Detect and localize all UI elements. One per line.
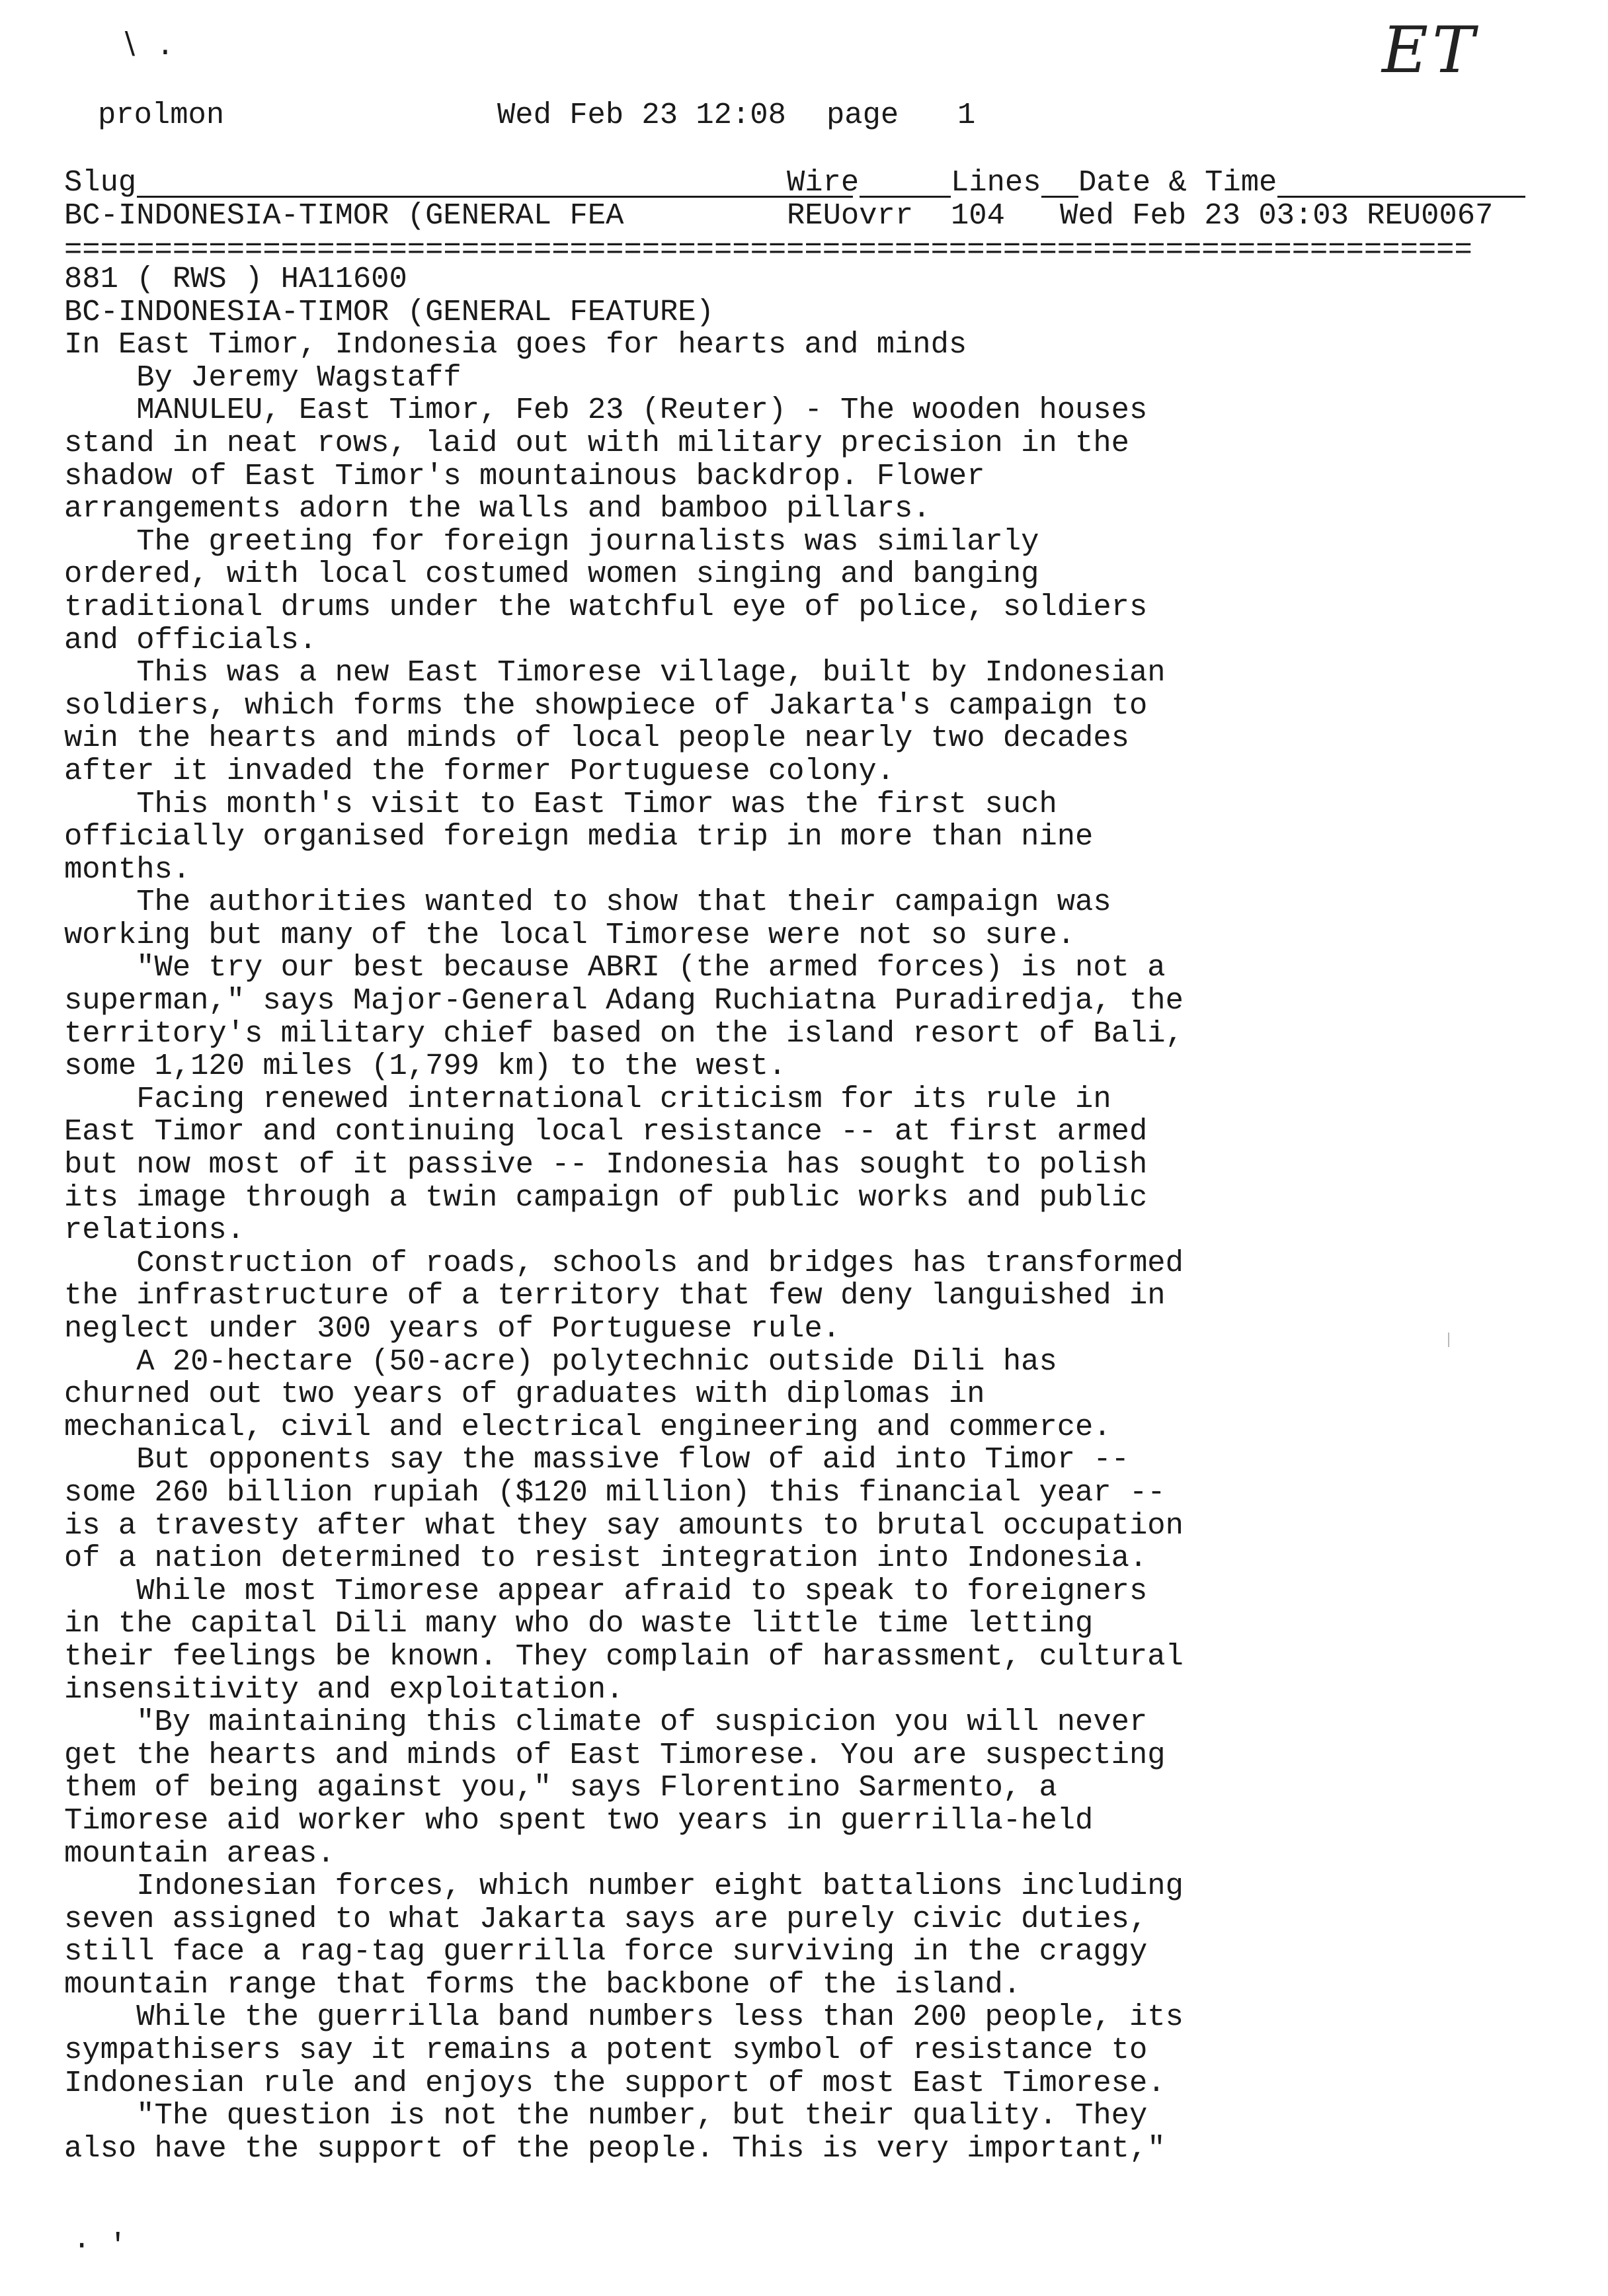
slug-column-header: Slug — [64, 165, 137, 200]
story-line: ordered, with local costumed women singing and banging — [64, 557, 1039, 592]
story-line: The greeting for foreign journalists was similarly — [64, 524, 1039, 559]
wire-underline — [860, 196, 951, 198]
story-line: BC-INDONESIA-TIMOR (GENERAL FEATURE) — [64, 294, 714, 329]
scan-mark-top: ∖ . — [119, 29, 175, 63]
story-line: of a nation determined to resist integration into Indonesia. — [64, 1541, 1148, 1576]
story-line: months. — [64, 852, 191, 887]
story-line: "We try our best because ABRI (the armed forces) is not a — [64, 950, 1166, 985]
story-line: mechanical, civil and electrical engineering and commerce. — [64, 1409, 1111, 1444]
story-line: churned out two years of graduates with diplomas in — [64, 1377, 985, 1412]
story-line: some 1,120 miles (1,799 km) to the west. — [64, 1049, 787, 1084]
story-line: the infrastructure of a territory that few deny languished in — [64, 1278, 1166, 1313]
story-line: after it invaded the former Portuguese colony. — [64, 753, 895, 788]
story-line: relations. — [64, 1213, 245, 1248]
story-line: In East Timor, Indonesia goes for hearts and minds — [64, 327, 967, 362]
story-line: also have the support of the people. This is very important," — [64, 2131, 1166, 2166]
slug-header-row — [64, 165, 1525, 198]
story-line: neglect under 300 years of Portuguese rule. — [64, 1311, 841, 1346]
handwritten-annotation: ET — [1382, 13, 1479, 87]
page-number: 1 — [957, 98, 976, 132]
story-line: "By maintaining this climate of suspicion you will never — [64, 1705, 1148, 1740]
wire-column-header: Wire — [787, 165, 860, 200]
datetime-underline — [1277, 196, 1525, 198]
story-line: A 20-hectare (50-acre) polytechnic outside Dili has — [64, 1344, 1057, 1379]
story-line: sympathisers say it remains a potent symbol of resistance to — [64, 2033, 1148, 2068]
story-line: arrangements adorn the walls and bamboo pillars. — [64, 491, 931, 526]
wire-value: REUovrr — [787, 198, 914, 233]
story-line: territory's military chief based on the island resort of Bali, — [64, 1016, 1184, 1051]
story-line: win the hearts and minds of local people nearly two decades — [64, 721, 1129, 756]
slug-underline — [137, 196, 853, 198]
story-line: shadow of East Timor's mountainous backdrop. Flower — [64, 458, 985, 493]
datetime-value: Wed Feb 23 03:03 REU0067 — [1060, 198, 1494, 233]
story-line: still face a rag-tag guerrilla force surviving in the craggy — [64, 1934, 1148, 1969]
slug-value: BC-INDONESIA-TIMOR (GENERAL FEA — [64, 198, 624, 233]
lines-column-header: Lines — [951, 165, 1041, 200]
story-line: While the guerrilla band numbers less than 200 people, its — [64, 2000, 1184, 2035]
story-line: mountain areas. — [64, 1836, 335, 1871]
story-line: seven assigned to what Jakarta says are purely civic duties, — [64, 1901, 1148, 1936]
story-line: but now most of it passive -- Indonesia has sought to polish — [64, 1147, 1148, 1182]
double-rule: ============================================================================== — [64, 233, 1472, 267]
story-line: This month's visit to East Timor was the first such — [64, 786, 1057, 821]
lines-underline — [1041, 196, 1078, 198]
story-line: working but many of the local Timorese were not so sure. — [64, 917, 1076, 952]
story-line: Construction of roads, schools and bridges has transformed — [64, 1245, 1184, 1280]
slug-value-row — [64, 198, 1525, 231]
story-line: East Timor and continuing local resistance -- at first armed — [64, 1114, 1148, 1149]
story-line: Indonesian forces, which number eight battalions including — [64, 1869, 1184, 1904]
datetime-column-header: Date & Time — [1078, 165, 1277, 200]
story-line: By Jeremy Wagstaff — [64, 360, 462, 395]
page-label: page — [826, 98, 899, 132]
story-line: officially organised foreign media trip in more than nine — [64, 819, 1094, 854]
story-line: Indonesian rule and enjoys the support of most East Timorese. — [64, 2065, 1166, 2100]
story-line: soldiers, which forms the showpiece of Jakarta's campaign to — [64, 688, 1148, 723]
story-line: superman," says Major-General Adang Ruchiatna Puradiredja, the — [64, 983, 1184, 1018]
story-line: This was a new East Timorese village, built by Indonesian — [64, 655, 1166, 690]
story-line: mountain range that forms the backbone of the island. — [64, 1967, 1022, 2002]
story-body — [64, 263, 1552, 2165]
story-line: insensitivity and exploitation. — [64, 1672, 624, 1707]
lines-value: 104 — [951, 198, 1005, 233]
story-line: its image through a twin campaign of public works and public — [64, 1180, 1148, 1215]
story-line: and officials. — [64, 622, 317, 657]
story-line: in the capital Dili many who do waste little time letting — [64, 1606, 1094, 1641]
story-line: 881 ( RWS ) HA11600 — [64, 262, 407, 296]
print-date: Wed Feb 23 12:08 — [497, 98, 786, 132]
slug-table — [64, 165, 1525, 231]
story-line: But opponents say the massive flow of aid into Timor -- — [64, 1442, 1129, 1477]
story-line: get the hearts and minds of East Timorese. You are suspecting — [64, 1737, 1166, 1772]
story-line: "The question is not the number, but their quality. They — [64, 2098, 1148, 2133]
story-line: Facing renewed international criticism for its rule in — [64, 1081, 1111, 1116]
story-line: is a travesty after what they say amounts to brutal occupation — [64, 1508, 1184, 1543]
scan-mark-bottom: · ' — [73, 2229, 127, 2263]
story-line: While most Timorese appear afraid to speak to foreigners — [64, 1573, 1148, 1608]
story-line: The authorities wanted to show that their campaign was — [64, 885, 1111, 920]
story-line: them of being against you," says Florentino Sarmento, a — [64, 1770, 1057, 1805]
story-line: traditional drums under the watchful eye of police, soldiers — [64, 589, 1148, 624]
story-line: MANULEU, East Timor, Feb 23 (Reuter) - The wooden houses — [64, 393, 1148, 428]
story-line: stand in neat rows, laid out with military precision in the — [64, 425, 1129, 460]
story-line: Timorese aid worker who spent two years in guerrilla-held — [64, 1803, 1094, 1838]
queue-name: prolmon — [98, 98, 225, 132]
story-line: their feelings be known. They complain of harassment, cultural — [64, 1639, 1184, 1674]
story-line: some 260 billion rupiah ($120 million) this financial year -- — [64, 1475, 1166, 1510]
